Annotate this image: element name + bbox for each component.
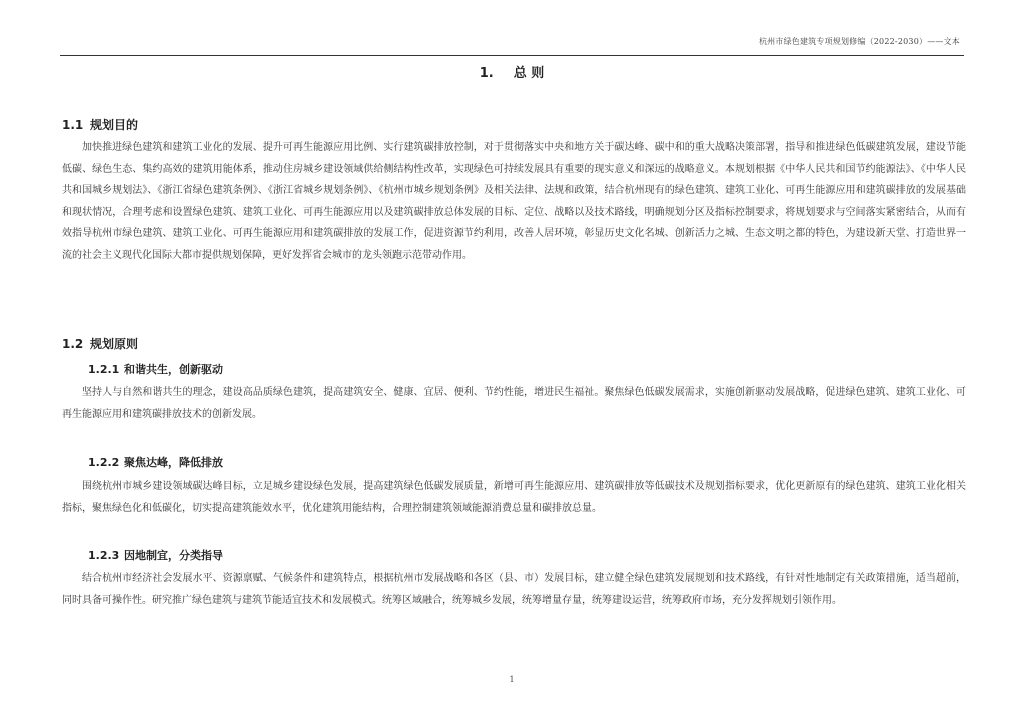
section-number: 1.2 [62,337,84,351]
chapter-title-text: 总 则 [513,66,545,81]
subsection-heading-1-2-1 [88,361,223,377]
subsection-number: 1.2.1 [88,363,120,376]
subsection-number: 1.2.3 [88,549,120,562]
section-number: 1.1 [62,118,84,132]
subsection-title: 因地制宜，分类指导 [124,549,223,562]
header-divider [60,55,964,56]
running-header: 杭州市绿色建筑专项规划修编（2022-2030）——文本 [758,37,960,46]
section-title: 规划目的 [90,118,139,132]
subsection-number: 1.2.2 [88,456,120,469]
section-heading-1-1 [62,116,138,133]
subsection-paragraph-1-2-2: 围绕杭州市城乡建设领域碳达峰目标，立足城乡建设绿色发展，提高建筑绿色低碳发展质量，新增可再生能源应用、建筑碳排放等低碳技术及规划指标要求，优化更新原有的绿色建筑、建筑工业化相关指标，聚焦绿色化和低碳化，切实提高建筑能效水平，优化建筑用能结构，合理控制建筑领域能源消费总量和碳排放总量。 [62,481,966,514]
page-number: 1 [509,675,515,684]
chapter-title [0,62,1024,81]
subsection-heading-1-2-2 [88,454,223,470]
section-title: 规划原则 [90,337,139,351]
subsection-paragraph-1-2-1: 坚持人与自然和谐共生的理念，建设高品质绿色建筑，提高建筑安全、健康、宜居、便利、节约性能，增进民生福祉。聚焦绿色低碳发展需求，实施创新驱动发展战略，促进绿色建筑、建筑工业化、可再生能源应用和建筑碳排放技术的创新发展。 [62,387,966,420]
subsection-heading-1-2-3 [88,547,223,563]
chapter-number: 1. [479,66,494,81]
section-paragraph-1-1: 加快推进绿色建筑和建筑工业化的发展、提升可再生能源应用比例、实行建筑碳排放控制，对于贯彻落实中央和地方关于碳达峰、碳中和的重大战略决策部署，指导和推进绿色低碳建筑发展，建设节能低碳、绿色生态、集约高效的建筑用能体系，推动住房城乡建设领域供给侧结构性改革，实现绿色可持续发展具有重要的现实意义和深远的战略意义。本规划根据《中华人民共和国节约能源法》、《中华人民共和国城乡规划法》、《浙江省绿色建筑条例》、《浙江省城乡规划条例》、《杭州市城乡规划条例》及相关法律、法规和政策，结合杭州现有的绿色建筑、建筑工业化、可再生能源应用和建筑碳排放的发展基础和现状情况，合理考虑和设置绿色建筑、建筑工业化、可再生能源应用以及建筑碳排放总体发展的目标、定位、战略以及技术路线，明确规划分区及指标控制要求，将规划要求与空间落实紧密结合，从而有效指导杭州市绿色建筑、建筑工业化、可再生能源应用和建筑碳排放的发展工作，促进资源节约利用，改善人居环境，彰显历史文化名城、创新活力之城、生态文明之都的特色，为建设新天堂、打造世界一流的社会主义现代化国际大都市提供规划保障，更好发挥省会城市的龙头领跑示范带动作用。 [62,142,966,261]
subsection-title: 聚焦达峰，降低排放 [124,456,223,469]
subsection-title: 和谐共生，创新驱动 [124,363,223,376]
section-heading-1-2 [62,335,138,352]
subsection-paragraph-1-2-3: 结合杭州市经济社会发展水平、资源禀赋、气候条件和建筑特点，根据杭州市发展战略和各区（县、市）发展目标，建立健全绿色建筑发展规划和技术路线，有针对性地制定有关政策措施，适当超前，同时具备可操作性。研究推广绿色建筑与建筑节能适宜技术和发展模式。统筹区域融合，统筹城乡发展，统筹增量存量，统筹建设运营，统筹政府市场，充分发挥规划引领作用。 [62,573,966,606]
